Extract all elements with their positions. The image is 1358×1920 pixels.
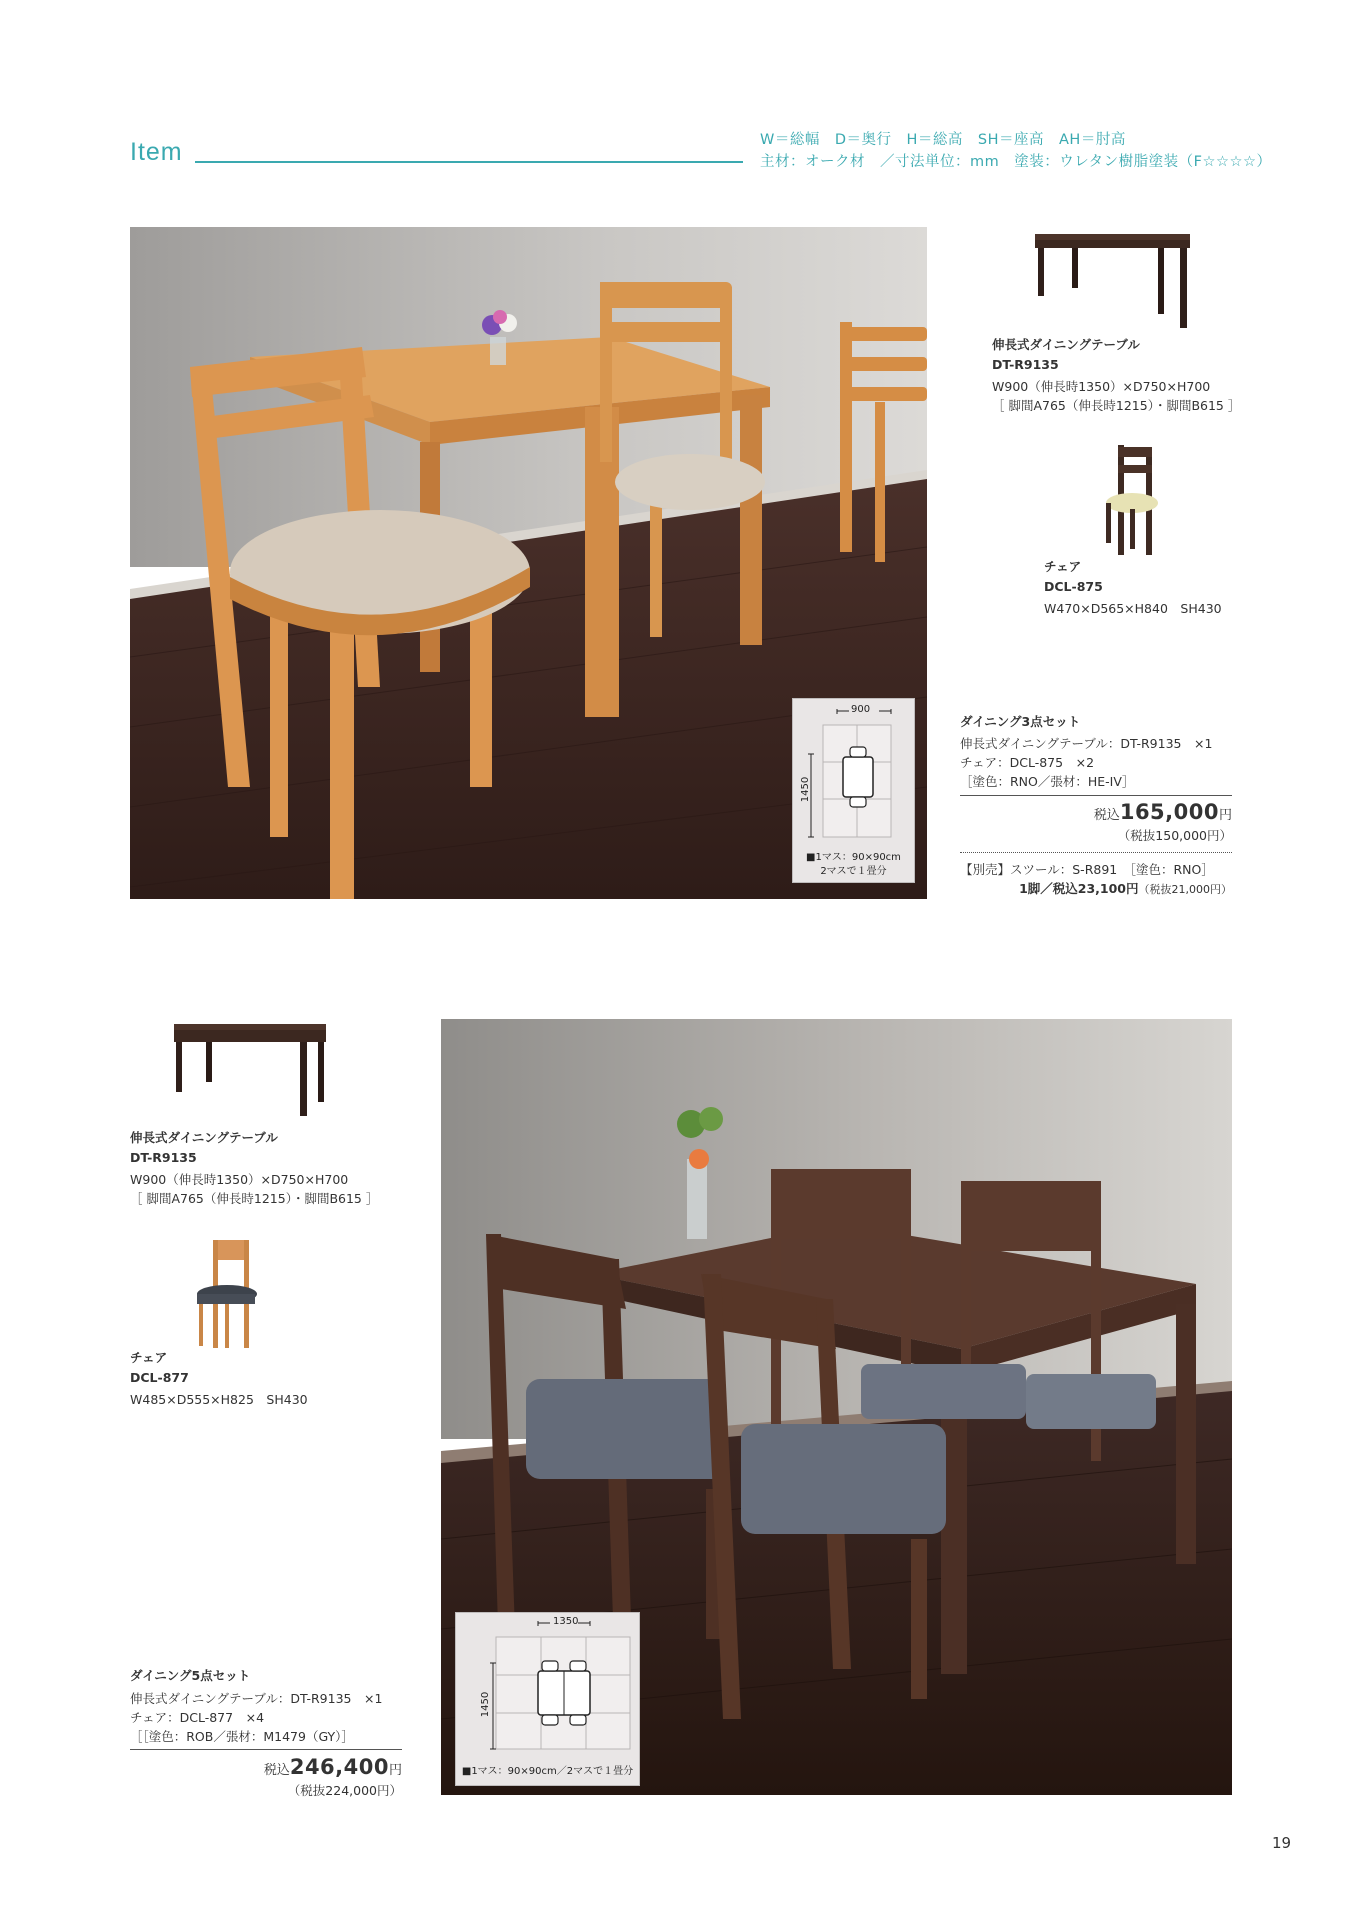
set2-chair-dims: W485×D555×H825 SH430: [130, 1392, 308, 1407]
set2-set-line2: チェア：DCL-877 ×4: [130, 1710, 265, 1725]
set1-dotted-rule: [960, 852, 1232, 853]
set1-stool-price-excl: （税抜21,000円）: [1138, 883, 1232, 896]
set1-extra-line2: [1019, 879, 1232, 899]
set1-stool-price: 1脚／税込23,100円: [1019, 881, 1139, 896]
page-number: 19: [1272, 1834, 1292, 1852]
set1-price-rule: [960, 795, 1232, 796]
set1-chair-thumbnail: [1100, 443, 1162, 561]
set2-set-title: ダイニング5点セット: [130, 1668, 251, 1683]
set1-plan-depth-label: 1450: [800, 776, 812, 803]
set2-set-line1: 伸長式ダイニングテーブル：DT-R9135 ×1: [130, 1691, 383, 1706]
set1-set-line1: 伸長式ダイニングテーブル：DT-R9135 ×1: [960, 736, 1213, 751]
set2-table-note: ［ 脚間A765（伸長時1215）・脚間B615 ］: [130, 1191, 379, 1206]
set1-plan-caption2: 2マスで１畳分: [820, 866, 887, 877]
dimension-legend: W＝総幅 D＝奥行 H＝総高 SH＝座高 AH＝肘高: [760, 132, 1126, 148]
set1-floor-plan: [792, 698, 915, 883]
set1-extra-line1: 【別売】スツール：S-R891 ［塗色：RNO］: [960, 862, 1214, 877]
set2-table-code: DT-R9135: [130, 1150, 197, 1165]
set1-price-prefix: 税込: [1093, 808, 1120, 823]
set2-table-dims: W900（伸長時1350）×D750×H700: [130, 1172, 349, 1187]
set1-table-thumbnail: [1030, 230, 1195, 330]
set1-chair-code: DCL-875: [1044, 579, 1103, 594]
set2-table-name: 伸長式ダイニングテーブル: [130, 1130, 278, 1145]
set2-price-rule: [130, 1749, 402, 1750]
set1-price: [1094, 800, 1232, 824]
set2-chair-thumbnail: [185, 1238, 260, 1353]
set2-plan-caption: ■1マス：90×90cm／2マスで１畳分: [461, 1766, 634, 1777]
set2-floor-plan: [455, 1612, 640, 1786]
set1-price-excl: （税抜150,000円）: [1117, 828, 1232, 843]
set2-plan-depth-label: 1450: [480, 1691, 492, 1718]
set1-table-dims: W900（伸長時1350）×D750×H700: [992, 379, 1211, 394]
set2-chair-name: チェア: [130, 1350, 168, 1365]
set1-chair-dims: W470×D565×H840 SH430: [1044, 601, 1222, 616]
set2-price-unit: 円: [388, 1763, 402, 1778]
set1-plan-width-label: 900: [851, 704, 871, 715]
material-legend: 主材：オーク材 ／寸法単位：mm 塗装：ウレタン樹脂塗装（F☆☆☆☆）: [760, 154, 1272, 170]
set1-plan-caption1: ■1マス：90×90cm: [806, 852, 901, 863]
set1-price-value: 165,000: [1119, 800, 1219, 824]
set2-chair-code: DCL-877: [130, 1370, 189, 1385]
set1-table-code: DT-R9135: [992, 357, 1059, 372]
set2-table-thumbnail: [170, 1020, 330, 1120]
set1-chair-name: チェア: [1044, 559, 1082, 574]
set1-table-name: 伸長式ダイニングテーブル: [992, 337, 1140, 352]
set2-price-value: 246,400: [289, 1755, 389, 1779]
set1-price-unit: 円: [1218, 808, 1232, 823]
section-title: Item: [130, 138, 183, 166]
set2-price-excl: （税抜224,000円）: [287, 1783, 402, 1798]
set2-price-prefix: 税込: [263, 1763, 290, 1778]
set1-set-line3: ［塗色：RNO／張材：HE-IV］: [960, 774, 1135, 789]
header-rule: [195, 161, 743, 163]
set2-price: [264, 1755, 402, 1779]
set1-set-title: ダイニング3点セット: [960, 714, 1081, 729]
set1-table-note: ［ 脚間A765（伸長時1215）・脚間B615 ］: [992, 398, 1241, 413]
set2-set-line3: ［［塗色：ROB／張材：M1479（GY）］: [130, 1729, 354, 1744]
set2-plan-width-label: 1350: [553, 1616, 579, 1627]
set1-set-line2: チェア：DCL-875 ×2: [960, 755, 1095, 770]
